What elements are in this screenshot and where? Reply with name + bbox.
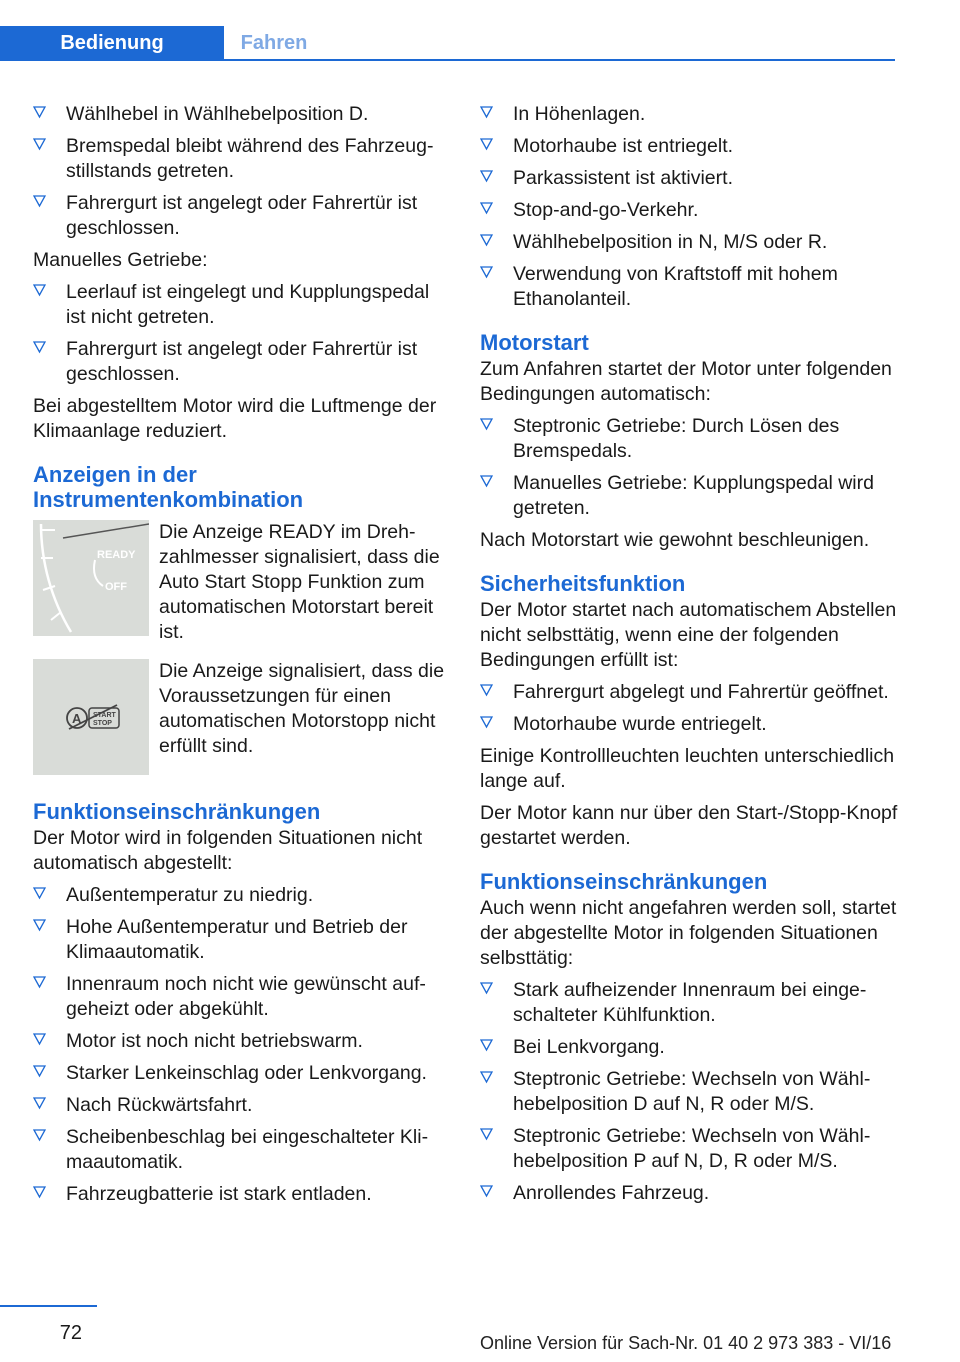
- triangle-bullet-icon: [33, 976, 47, 990]
- list-item-text: Parkassistent ist aktiviert.: [513, 167, 733, 189]
- list-item-text: Scheibenbeschlag bei eingeschalteter Klimaautomatik.: [66, 1126, 429, 1173]
- list-item-text: Fahrergurt ist angelegt oder Fahrertür ist geschlossen.: [66, 338, 418, 385]
- paragraph: Der Motor startet nach automatischem Abstellen nicht selbsttätig, wenn eine der folgenden Bedingungen erfüllt ist:: [480, 599, 897, 671]
- triangle-bullet-icon: [33, 284, 47, 298]
- list-item: [480, 680, 898, 705]
- triangle-bullet-icon: [480, 982, 494, 996]
- triangle-bullet-icon: [33, 106, 47, 120]
- triangle-bullet-icon: [480, 418, 494, 432]
- list-item-text: Wählhebelposition in N, M/S oder R.: [513, 231, 828, 253]
- figure-caption: Die Anzeige READY im Drehzahlmesser signalisiert, dass die Auto Start Stopp Funktion zum automatischen Motorstart bereit ist.: [159, 521, 440, 643]
- list-item: [33, 915, 448, 965]
- triangle-bullet-icon: [480, 475, 494, 489]
- paragraph: Bei abgestelltem Motor wird die Luftmenge der Klimaanlage reduziert.: [33, 395, 437, 442]
- list-item: [33, 134, 448, 184]
- bullet-list: [480, 978, 898, 1206]
- triangle-bullet-icon: [480, 266, 494, 280]
- list-item-text: Fahrzeugbatterie ist stark entladen.: [66, 1183, 372, 1205]
- list-item-text: Stark aufheizender Innenraum bei eingeschalteter Kühlfunktion.: [513, 979, 867, 1026]
- triangle-bullet-icon: [33, 1129, 47, 1143]
- footer-rule: [0, 1305, 97, 1307]
- tachometer-ready-image: [33, 520, 149, 636]
- list-item-text: Wählhebel in Wählhebelposition D.: [66, 103, 369, 125]
- triangle-bullet-icon: [33, 1033, 47, 1047]
- manual-transmission-label: Manuelles Getriebe:: [33, 249, 208, 271]
- list-item: [480, 198, 898, 223]
- list-item: [33, 337, 448, 387]
- list-item-text: Nach Rückwärtsfahrt.: [66, 1094, 253, 1116]
- list-item-text: Steptronic Getriebe: Wechseln von Wählhebelposition D auf N, R oder M/S.: [513, 1068, 871, 1115]
- list-item: [480, 1181, 898, 1206]
- triangle-bullet-icon: [480, 234, 494, 248]
- list-item-text: Motor ist noch nicht betriebswarm.: [66, 1030, 363, 1052]
- figure-caption: Die Anzeige signalisiert, dass die Voraussetzungen für einen automatischen Motorstopp nicht erfüllt sind.: [159, 660, 445, 757]
- start-label: START: [93, 712, 116, 719]
- paragraph: Auch wenn nicht angefahren werden soll, startet der abgestellte Motor in folgenden Situationen selbsttätig:: [480, 897, 897, 969]
- off-label: OFF: [105, 581, 127, 593]
- triangle-bullet-icon: [33, 887, 47, 901]
- triangle-bullet-icon: [480, 684, 494, 698]
- triangle-bullet-icon: [33, 341, 47, 355]
- triangle-bullet-icon: [480, 1128, 494, 1142]
- list-item: [480, 414, 898, 464]
- figure-row: [33, 659, 448, 775]
- header-rule: [0, 59, 895, 61]
- page-number: 72: [59, 1322, 82, 1344]
- triangle-bullet-icon: [480, 170, 494, 184]
- section-heading: Motorstart: [480, 330, 589, 355]
- triangle-bullet-icon: [33, 138, 47, 152]
- triangle-bullet-icon: [480, 106, 494, 120]
- list-item-text: Motorhaube wurde entriegelt.: [513, 713, 767, 735]
- tab-bedienung[interactable]: Bedienung: [0, 26, 224, 60]
- bullet-list: [33, 883, 448, 1207]
- triangle-bullet-icon: [480, 1071, 494, 1085]
- list-item-text: Verwendung von Kraftstoff mit hohem Ethanolanteil.: [513, 263, 838, 310]
- auto-icon-letter: A: [72, 711, 82, 726]
- online-version-note: Online Version für Sach-Nr. 01 40 2 973 383 - VI/16: [480, 1333, 892, 1353]
- list-item: [33, 1061, 448, 1086]
- list-item: [480, 102, 898, 127]
- list-item-text: Außentemperatur zu niedrig.: [66, 884, 314, 906]
- list-item: [480, 978, 898, 1028]
- triangle-bullet-icon: [480, 138, 494, 152]
- paragraph: Der Motor wird in folgenden Situationen nicht automatisch abgestellt:: [33, 827, 423, 874]
- auto-start-stop-indicator-image: [33, 659, 149, 775]
- list-item-text: Fahrergurt abgelegt und Fahrertür geöffnet.: [513, 681, 889, 703]
- right-column: [480, 102, 898, 1213]
- list-item: [33, 972, 448, 1022]
- list-item: [33, 1125, 448, 1175]
- list-item: [33, 280, 448, 330]
- list-item: [480, 166, 898, 191]
- list-item: [33, 883, 448, 908]
- paragraph: Der Motor kann nur über den Start-/Stopp-Knopf gestartet werden.: [480, 802, 898, 849]
- triangle-bullet-icon: [33, 195, 47, 209]
- list-item: [480, 712, 898, 737]
- list-item: [480, 471, 898, 521]
- list-item: [480, 230, 898, 255]
- triangle-bullet-icon: [480, 1039, 494, 1053]
- section-heading: Funktionseinschränkungen: [33, 799, 321, 824]
- list-item: [33, 102, 448, 127]
- list-item: [480, 134, 898, 159]
- triangle-bullet-icon: [480, 716, 494, 730]
- list-item-text: Innenraum noch nicht wie gewünscht aufgeheizt oder abgekühlt.: [66, 973, 426, 1020]
- list-item-text: Stop-and-go-Verkehr.: [513, 199, 699, 221]
- list-item-text: Bei Lenkvorgang.: [513, 1036, 665, 1058]
- paragraph: Nach Motorstart wie gewohnt beschleunigen.: [480, 529, 870, 551]
- ready-label: READY: [97, 549, 136, 561]
- triangle-bullet-icon: [33, 1097, 47, 1111]
- bullet-list: [480, 414, 898, 521]
- section-heading: Funktionseinschränkungen: [480, 869, 768, 894]
- list-item-text: Starker Lenkeinschlag oder Lenkvorgang.: [66, 1062, 427, 1084]
- bullet-list: [33, 102, 448, 241]
- bullet-list: [480, 102, 898, 312]
- list-item-text: Steptronic Getriebe: Durch Lösen des Bremspedals.: [513, 415, 840, 462]
- section-heading: Sicherheitsfunktion: [480, 571, 686, 596]
- list-item: [480, 262, 898, 312]
- triangle-bullet-icon: [33, 919, 47, 933]
- list-item: [480, 1124, 898, 1174]
- triangle-bullet-icon: [33, 1065, 47, 1079]
- triangle-bullet-icon: [480, 202, 494, 216]
- list-item: [480, 1035, 898, 1060]
- list-item-text: Fahrergurt ist angelegt oder Fahrertür ist geschlossen.: [66, 192, 418, 239]
- triangle-bullet-icon: [33, 1186, 47, 1200]
- list-item: [33, 1093, 448, 1118]
- list-item-text: Leerlauf ist eingelegt und Kupplungspedal ist nicht getreten.: [66, 281, 430, 328]
- tab-fahren[interactable]: Fahren: [240, 31, 308, 54]
- stop-label: STOP: [93, 720, 112, 727]
- section-heading: Anzeigen in der Instrumentenkombination: [33, 462, 304, 512]
- paragraph: Zum Anfahren startet der Motor unter folgenden Bedingungen automatisch:: [480, 358, 892, 405]
- list-item-text: Manuelles Getriebe: Kupplungspedal wird getreten.: [513, 472, 874, 519]
- triangle-bullet-icon: [480, 1185, 494, 1199]
- list-item: [480, 1067, 898, 1117]
- list-item-text: Steptronic Getriebe: Wechseln von Wählhebelposition P auf N, D, R oder M/S.: [513, 1125, 871, 1172]
- left-column: [33, 102, 448, 1214]
- list-item: [33, 1029, 448, 1054]
- list-item-text: In Höhenlagen.: [513, 103, 646, 125]
- list-item-text: Hohe Außentemperatur und Betrieb der Klimaautomatik.: [66, 916, 408, 963]
- list-item-text: Bremspedal bleibt während des Fahrzeugstillstands getreten.: [66, 135, 434, 182]
- list-item-text: Motorhaube ist entriegelt.: [513, 135, 734, 157]
- list-item: [33, 1182, 448, 1207]
- chapter-tabs: [0, 26, 895, 62]
- bullet-list: [33, 280, 448, 387]
- bullet-list: [480, 680, 898, 737]
- paragraph: Einige Kontrollleuchten leuchten unterschiedlich lange auf.: [480, 745, 895, 792]
- list-item-text: Anrollendes Fahrzeug.: [513, 1182, 710, 1204]
- list-item: [33, 191, 448, 241]
- figure-row: [33, 520, 448, 645]
